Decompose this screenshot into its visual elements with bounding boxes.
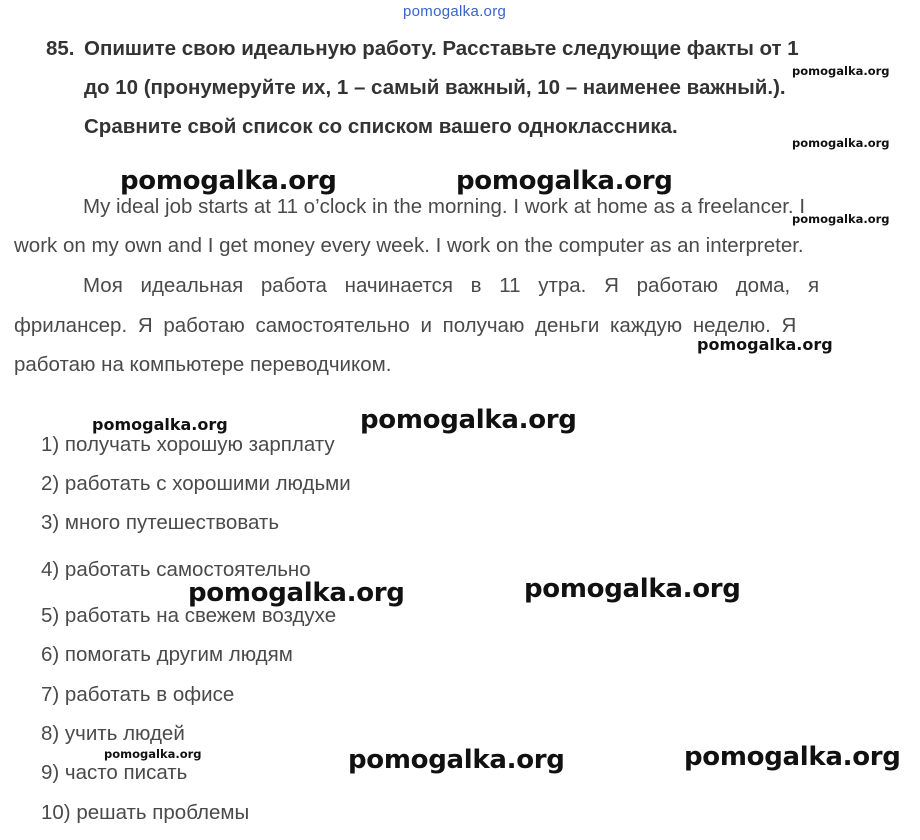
- site-label: pomogalka.org: [403, 3, 507, 20]
- list-item: 2) работать с хорошими людьми: [41, 472, 351, 495]
- watermark: pomogalka.org: [104, 747, 202, 761]
- list-item: 6) помогать другим людям: [41, 643, 293, 666]
- answer-ru-line-2: фрилансер. Я работаю самостоятельно и получаю деньги каждую неделю. Я: [14, 314, 797, 337]
- list-item: 7) работать в офисе: [41, 683, 235, 706]
- watermark: pomogalka.org: [684, 742, 901, 772]
- answer-ru-line-3: работаю на компьютере переводчиком.: [14, 353, 392, 376]
- list-item: 8) учить людей: [41, 722, 185, 745]
- watermark: pomogalka.org: [697, 335, 833, 354]
- watermark: pomogalka.org: [92, 415, 228, 434]
- task-line-2: до 10 (пронумеруйте их, 1 – самый важный, 10 – наименее важный.).: [84, 76, 786, 99]
- list-item: 4) работать самостоятельно: [41, 558, 311, 581]
- watermark: pomogalka.org: [348, 745, 565, 775]
- answer-en-line-1: My ideal job starts at 11 o’clock in the morning. I work at home as a freelancer. I: [83, 195, 806, 218]
- watermark: pomogalka.org: [120, 166, 337, 196]
- watermark: pomogalka.org: [188, 578, 405, 608]
- list-item: 9) часто писать: [41, 761, 188, 784]
- watermark: pomogalka.org: [792, 212, 890, 226]
- list-item: 3) много путешествовать: [41, 511, 280, 534]
- list-item: 1) получать хорошую зарплату: [41, 433, 335, 456]
- task-line-1: Опишите свою идеальную работу. Расставьте следующие факты от 1: [84, 37, 799, 60]
- watermark: pomogalka.org: [524, 574, 741, 604]
- watermark: pomogalka.org: [456, 166, 673, 196]
- list-item: 10) решать проблемы: [41, 801, 250, 824]
- watermark: pomogalka.org: [360, 405, 577, 435]
- task-line-3: Сравните свой список со списком вашего одноклассника.: [84, 115, 678, 138]
- task-number: 85.: [46, 37, 75, 60]
- list-item: 5) работать на свежем воздухе: [41, 604, 337, 627]
- watermark: pomogalka.org: [792, 64, 890, 78]
- answer-ru-line-1: Моя идеальная работа начинается в 11 утра. Я работаю дома, я: [83, 274, 820, 297]
- answer-en-line-2: work on my own and I get money every week. I work on the computer as an interpreter.: [14, 234, 804, 257]
- watermark: pomogalka.org: [792, 136, 890, 150]
